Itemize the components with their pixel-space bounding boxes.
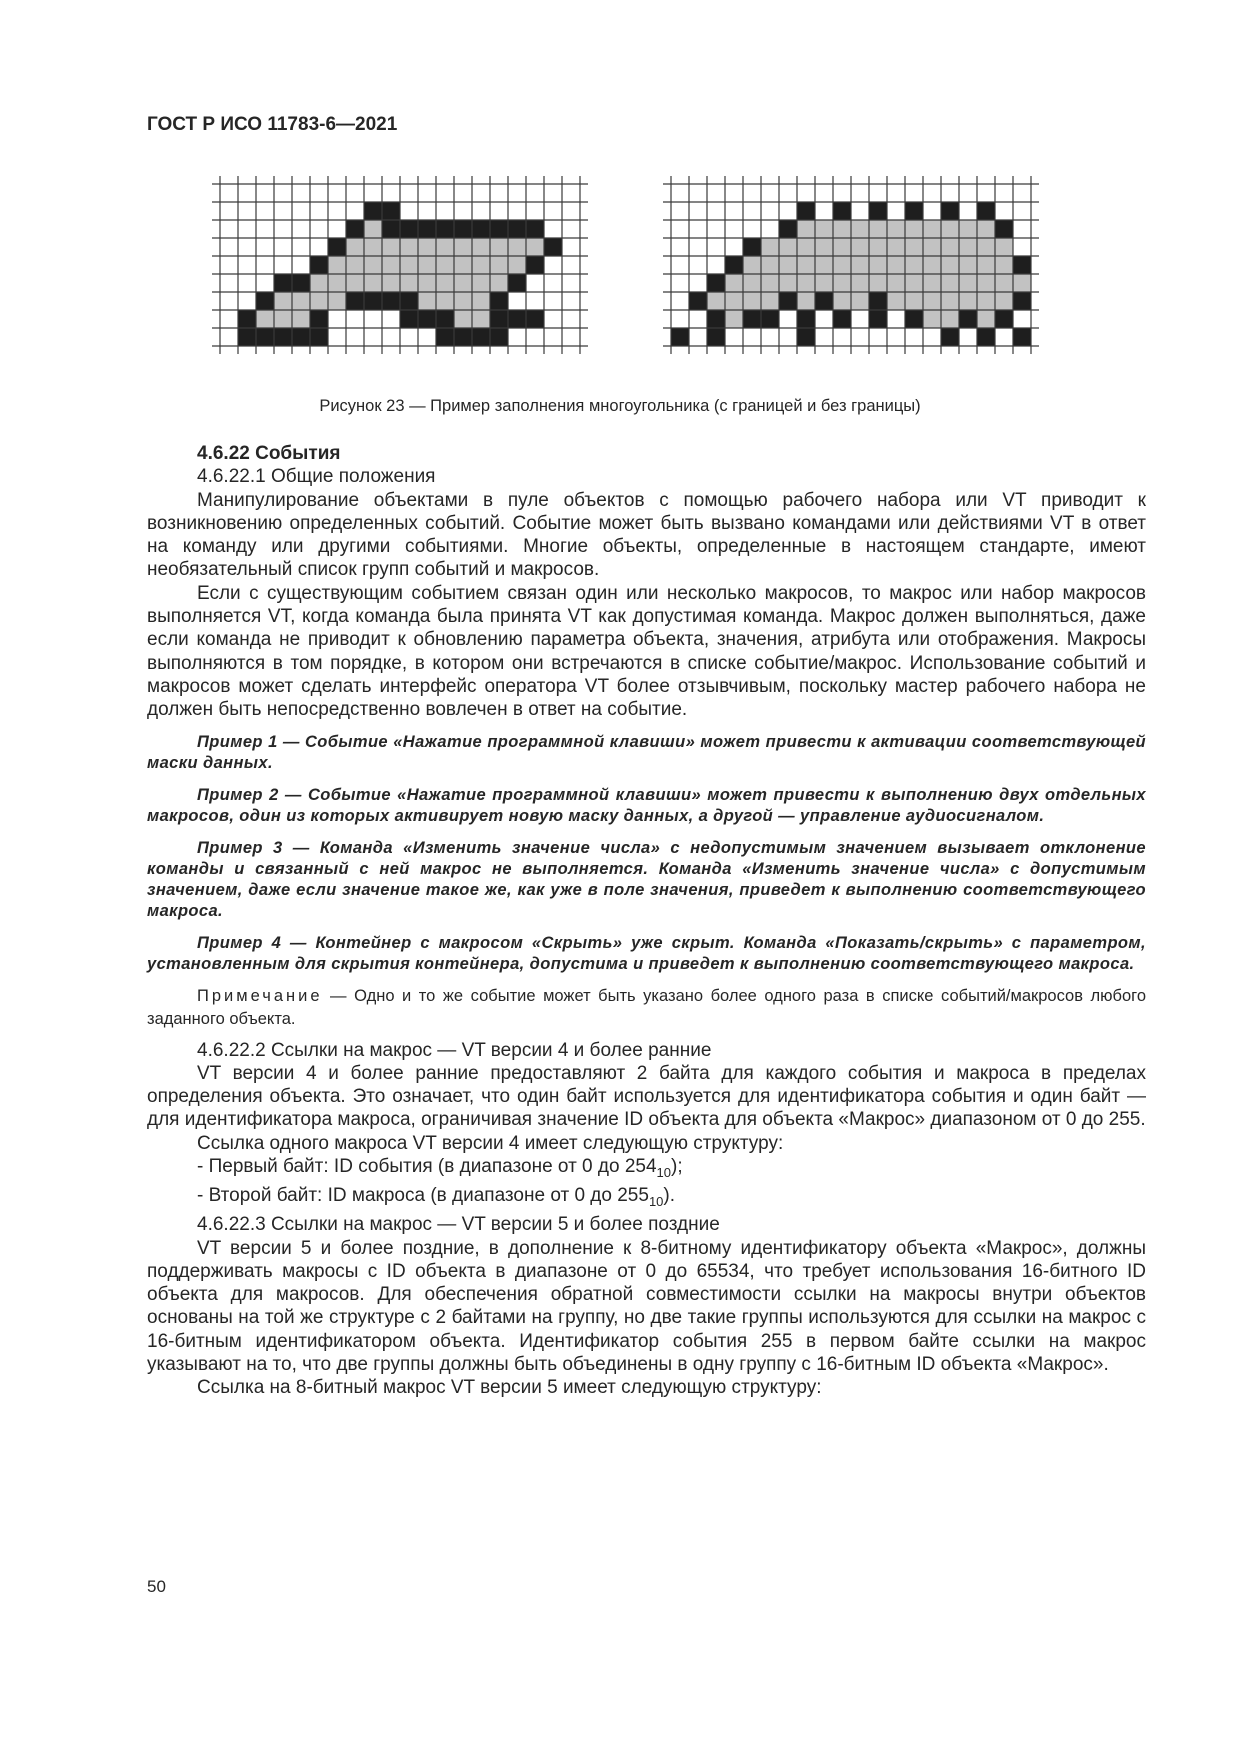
fill-pixel <box>382 238 400 256</box>
fill-pixel <box>454 310 472 328</box>
fill-pixel <box>346 256 364 274</box>
fill-pixel <box>310 292 328 310</box>
fill-pixel <box>454 256 472 274</box>
border-pixel <box>707 328 725 346</box>
fill-pixel <box>508 256 526 274</box>
subsection-heading-v5: 4.6.22.3 Ссылки на макрос — VT версии 5 и более поздние <box>197 1214 720 1236</box>
border-pixel <box>436 328 454 346</box>
border-pixel <box>725 256 743 274</box>
fill-pixel <box>941 256 959 274</box>
border-pixel <box>941 202 959 220</box>
border-pixel <box>1013 256 1031 274</box>
paragraph: Ссылка на 8-битный макрос VT версии 5 имеет следующую структуру: <box>197 1377 822 1399</box>
fill-pixel <box>779 274 797 292</box>
fill-pixel <box>815 238 833 256</box>
fill-pixel <box>725 292 743 310</box>
border-pixel <box>454 328 472 346</box>
fill-pixel <box>923 238 941 256</box>
fill-pixel <box>454 274 472 292</box>
body-text <box>147 442 1146 1400</box>
fill-pixel <box>887 238 905 256</box>
fill-pixel <box>436 274 454 292</box>
border-pixel <box>526 220 544 238</box>
fill-pixel <box>400 256 418 274</box>
fill-pixel <box>490 274 508 292</box>
list-item-end: ). <box>663 1185 676 1207</box>
border-pixel <box>382 220 400 238</box>
fill-pixel <box>887 220 905 238</box>
example-3: Пример 3 — Команда «Изменить значение числа» с недопустимым значением вызывает отклонение команды и связанный с ней макрос не выполняется. Команда «Изменить значение числа» с допустимым значением, даже если значение такое же, как уже в поле значения, приведет к выполнению соответствующего макроса. <box>147 838 1146 920</box>
fill-pixel <box>869 220 887 238</box>
fill-pixel <box>364 238 382 256</box>
fill-pixel <box>725 274 743 292</box>
fill-pixel <box>779 238 797 256</box>
border-pixel <box>815 292 833 310</box>
fill-pixel <box>364 274 382 292</box>
fill-pixel <box>400 238 418 256</box>
border-pixel <box>707 274 725 292</box>
border-pixel <box>310 328 328 346</box>
border-pixel <box>743 238 761 256</box>
fill-pixel <box>490 238 508 256</box>
fill-pixel <box>761 292 779 310</box>
fill-pixel <box>977 310 995 328</box>
fill-pixel <box>274 292 292 310</box>
section-heading: 4.6.22 События <box>197 443 341 464</box>
fill-pixel <box>418 238 436 256</box>
fill-pixel <box>977 292 995 310</box>
fill-pixel <box>797 292 815 310</box>
paragraph: VT версии 5 и более поздние, в дополнение к 8-битному идентификатору объекта «Макрос», должны поддерживать макросы с ID объекта в диапазоне от 0 до 65534, что требует использования 16-битного ID объекта для макросов. Для обеспечения обратной совместимости ссылки на макросы внутри объектов основаны на той же структуре с 2 байтами на группу, но две такие группы используются для ссылки на макрос с 16-битным идентификатором объекта. Идентификатор события 255 в первом байте ссылки на макрос указывают на то, что две группы должны быть объединены в одну группу с 16-битным ID объекта «Макрос». <box>147 1237 1146 1376</box>
border-pixel <box>328 238 346 256</box>
fill-pixel <box>743 292 761 310</box>
border-pixel <box>905 202 923 220</box>
polygon-without-border-figure <box>663 176 1039 354</box>
fill-pixel <box>382 274 400 292</box>
paragraph: Манипулирование объектами в пуле объектов с помощью рабочего набора или VT приводит к возникновению определенных событий. Событие может быть вызвано командами или действиями VT в ответ на команду или другими событиями. Многие объекты, определенные в настоящем стандарте, имеют необязательный список групп событий и макросов. <box>147 489 1146 581</box>
note <box>147 985 1146 1031</box>
border-pixel <box>869 292 887 310</box>
border-pixel <box>490 328 508 346</box>
fill-pixel <box>923 274 941 292</box>
fill-pixel <box>923 256 941 274</box>
fill-pixel <box>959 238 977 256</box>
border-pixel <box>797 328 815 346</box>
border-pixel <box>364 202 382 220</box>
example-2: Пример 2 — Событие «Нажатие программной клавиши» может привести к выполнению двух отдельных макросов, один из которых активирует новую маску данных, а другой — управление аудиосигналом. <box>147 785 1146 825</box>
border-pixel <box>779 220 797 238</box>
note-text: — Одно и то же событие может быть указано более одного раза в списке событий/макросов любого заданного объекта. <box>147 986 1146 1028</box>
fill-pixel <box>436 238 454 256</box>
fill-pixel <box>472 238 490 256</box>
border-pixel <box>436 220 454 238</box>
border-pixel <box>400 220 418 238</box>
border-pixel <box>779 292 797 310</box>
page-number: 50 <box>147 1577 166 1596</box>
border-pixel <box>544 238 562 256</box>
border-pixel <box>959 310 977 328</box>
border-pixel <box>869 310 887 328</box>
border-pixel <box>400 310 418 328</box>
border-pixel <box>508 310 526 328</box>
fill-pixel <box>743 274 761 292</box>
fill-pixel <box>418 292 436 310</box>
fill-pixel <box>833 292 851 310</box>
document-header: ГОСТ Р ИСО 11783-6—2021 <box>147 114 398 135</box>
fill-pixel <box>833 274 851 292</box>
fill-pixel <box>346 274 364 292</box>
fill-pixel <box>869 274 887 292</box>
fill-pixel <box>797 274 815 292</box>
fill-pixel <box>418 274 436 292</box>
border-pixel <box>418 220 436 238</box>
border-pixel <box>256 328 274 346</box>
border-pixel <box>869 202 887 220</box>
fill-pixel <box>472 256 490 274</box>
fill-pixel <box>797 238 815 256</box>
border-pixel <box>526 256 544 274</box>
border-pixel <box>292 328 310 346</box>
border-pixel <box>490 310 508 328</box>
border-pixel <box>833 202 851 220</box>
border-pixel <box>689 292 707 310</box>
subsection-heading-v4: 4.6.22.2 Ссылки на макрос — VT версии 4 и более ранние <box>197 1039 712 1061</box>
subsection-heading-general: 4.6.22.1 Общие положения <box>197 466 436 488</box>
fill-pixel <box>310 274 328 292</box>
subscript: 10 <box>648 1193 664 1209</box>
fill-pixel <box>328 256 346 274</box>
fill-pixel <box>923 292 941 310</box>
fill-pixel <box>941 220 959 238</box>
fill-pixel <box>346 238 364 256</box>
list-item-text: - Первый байт: ID события (в диапазоне от 0 до 254 <box>197 1156 657 1178</box>
fill-pixel <box>725 310 743 328</box>
fill-pixel <box>400 274 418 292</box>
note-label: Примечание <box>197 986 323 1005</box>
fill-pixel <box>508 238 526 256</box>
list-item <box>147 1155 1146 1184</box>
border-pixel <box>1013 292 1031 310</box>
fill-pixel <box>454 292 472 310</box>
list-item <box>147 1184 1146 1213</box>
fill-pixel <box>977 256 995 274</box>
fill-pixel <box>364 220 382 238</box>
border-pixel <box>472 220 490 238</box>
fill-pixel <box>472 274 490 292</box>
border-pixel <box>454 220 472 238</box>
fill-pixel <box>851 256 869 274</box>
fill-pixel <box>923 220 941 238</box>
border-pixel <box>490 292 508 310</box>
border-pixel <box>436 310 454 328</box>
subscript: 10 <box>656 1164 671 1180</box>
fill-pixel <box>959 256 977 274</box>
fill-pixel <box>274 310 292 328</box>
fill-pixel <box>490 256 508 274</box>
fill-pixel <box>995 256 1013 274</box>
fill-pixel <box>779 256 797 274</box>
fill-pixel <box>959 274 977 292</box>
fill-pixel <box>292 292 310 310</box>
border-pixel <box>995 310 1013 328</box>
polygon-with-border-figure <box>212 176 588 354</box>
border-pixel <box>346 292 364 310</box>
fill-pixel <box>761 256 779 274</box>
fill-pixel <box>797 220 815 238</box>
fill-pixel <box>328 292 346 310</box>
fill-pixel <box>941 274 959 292</box>
fill-pixel <box>833 256 851 274</box>
fill-pixel <box>328 274 346 292</box>
fill-pixel <box>418 256 436 274</box>
fill-pixel <box>833 238 851 256</box>
border-pixel <box>1013 328 1031 346</box>
fill-pixel <box>256 310 274 328</box>
border-pixel <box>797 310 815 328</box>
border-pixel <box>941 328 959 346</box>
fill-pixel <box>869 238 887 256</box>
fill-pixel <box>364 256 382 274</box>
fill-pixel <box>472 310 490 328</box>
example-4: Пример 4 — Контейнер с макросом «Скрыть» уже скрыт. Команда «Показать/скрыть» с параметром, установленным для скрытия контейнера, допустима и приведет к выполнению соответствующего макроса. <box>147 933 1146 973</box>
border-pixel <box>256 292 274 310</box>
border-pixel <box>382 292 400 310</box>
fill-pixel <box>887 292 905 310</box>
fill-pixel <box>887 256 905 274</box>
border-pixel <box>508 274 526 292</box>
border-pixel <box>274 274 292 292</box>
border-pixel <box>977 202 995 220</box>
fill-pixel <box>905 238 923 256</box>
fill-pixel <box>761 274 779 292</box>
border-pixel <box>490 220 508 238</box>
fill-pixel <box>977 220 995 238</box>
fill-pixel <box>905 292 923 310</box>
border-pixel <box>238 310 256 328</box>
fill-pixel <box>851 238 869 256</box>
fill-pixel <box>382 256 400 274</box>
fill-pixel <box>815 274 833 292</box>
fill-pixel <box>707 292 725 310</box>
fill-pixel <box>743 256 761 274</box>
fill-pixel <box>436 292 454 310</box>
border-pixel <box>274 328 292 346</box>
border-pixel <box>761 310 779 328</box>
fill-pixel <box>887 274 905 292</box>
border-pixel <box>292 274 310 292</box>
fill-pixel <box>905 274 923 292</box>
paragraph: Ссылка одного макроса VT версии 4 имеет следующую структуру: <box>197 1132 784 1154</box>
border-pixel <box>526 310 544 328</box>
fill-pixel <box>851 220 869 238</box>
fill-pixel <box>454 238 472 256</box>
fill-pixel <box>292 310 310 328</box>
border-pixel <box>382 202 400 220</box>
fill-pixel <box>941 238 959 256</box>
fill-pixel <box>905 220 923 238</box>
fill-pixel <box>851 274 869 292</box>
fill-pixel <box>851 292 869 310</box>
fill-pixel <box>436 256 454 274</box>
fill-pixel <box>977 274 995 292</box>
list-item-text: - Второй байт: ID макроса (в диапазоне от 0 до 255 <box>197 1185 649 1207</box>
fill-pixel <box>995 274 1013 292</box>
fill-pixel <box>941 292 959 310</box>
border-pixel <box>671 328 689 346</box>
fill-pixel <box>959 292 977 310</box>
border-pixel <box>310 310 328 328</box>
border-pixel <box>707 310 725 328</box>
fill-pixel <box>472 292 490 310</box>
border-pixel <box>418 310 436 328</box>
border-pixel <box>905 310 923 328</box>
fill-pixel <box>797 256 815 274</box>
border-pixel <box>472 328 490 346</box>
border-pixel <box>995 220 1013 238</box>
fill-pixel <box>1013 274 1031 292</box>
border-pixel <box>400 292 418 310</box>
border-pixel <box>364 292 382 310</box>
fill-pixel <box>923 310 941 328</box>
fill-pixel <box>905 256 923 274</box>
fill-pixel <box>959 220 977 238</box>
fill-pixel <box>869 256 887 274</box>
border-pixel <box>797 202 815 220</box>
paragraph: VT версии 4 и более ранние предоставляют 2 байта для каждого события и макроса в пределах определения объекта. Это означает, что один байт используется для идентификатора события и один байт — для идентификатора макроса, ограничивая значение ID объекта для объекта «Макрос» диапазоном от 0 до 255. <box>147 1062 1146 1131</box>
border-pixel <box>310 256 328 274</box>
border-pixel <box>346 220 364 238</box>
border-pixel <box>833 310 851 328</box>
figure-caption: Рисунок 23 — Пример заполнения многоугольника (с границей и без границы) <box>319 397 921 415</box>
example-1: Пример 1 — Событие «Нажатие программной клавиши» может привести к активации соответствующей маски данных. <box>147 732 1146 772</box>
border-pixel <box>743 310 761 328</box>
fill-pixel <box>815 256 833 274</box>
fill-pixel <box>941 310 959 328</box>
fill-pixel <box>761 238 779 256</box>
list-item-end: ); <box>671 1156 683 1178</box>
border-pixel <box>238 328 256 346</box>
fill-pixel <box>526 238 544 256</box>
fill-pixel <box>833 220 851 238</box>
fill-pixel <box>977 238 995 256</box>
paragraph: Если с существующим событием связан один или несколько макросов, то макрос или набор макросов выполняется VT, когда команда была принята VT как допустимая команда. Макрос должен выполняться, даже если команда не приводит к обновлению параметра объекта, значения, атрибута или отображения. Макросы выполняются в том порядке, в котором они встречаются в списке событие/макрос. Использование событий и макросов может сделать интерфейс оператора VT более отзывчивым, поскольку мастер рабочего набора не должен быть непосредственно вовлечен в ответ на событие. <box>147 582 1146 721</box>
fill-pixel <box>995 238 1013 256</box>
border-pixel <box>508 220 526 238</box>
border-pixel <box>977 328 995 346</box>
fill-pixel <box>815 220 833 238</box>
fill-pixel <box>995 292 1013 310</box>
